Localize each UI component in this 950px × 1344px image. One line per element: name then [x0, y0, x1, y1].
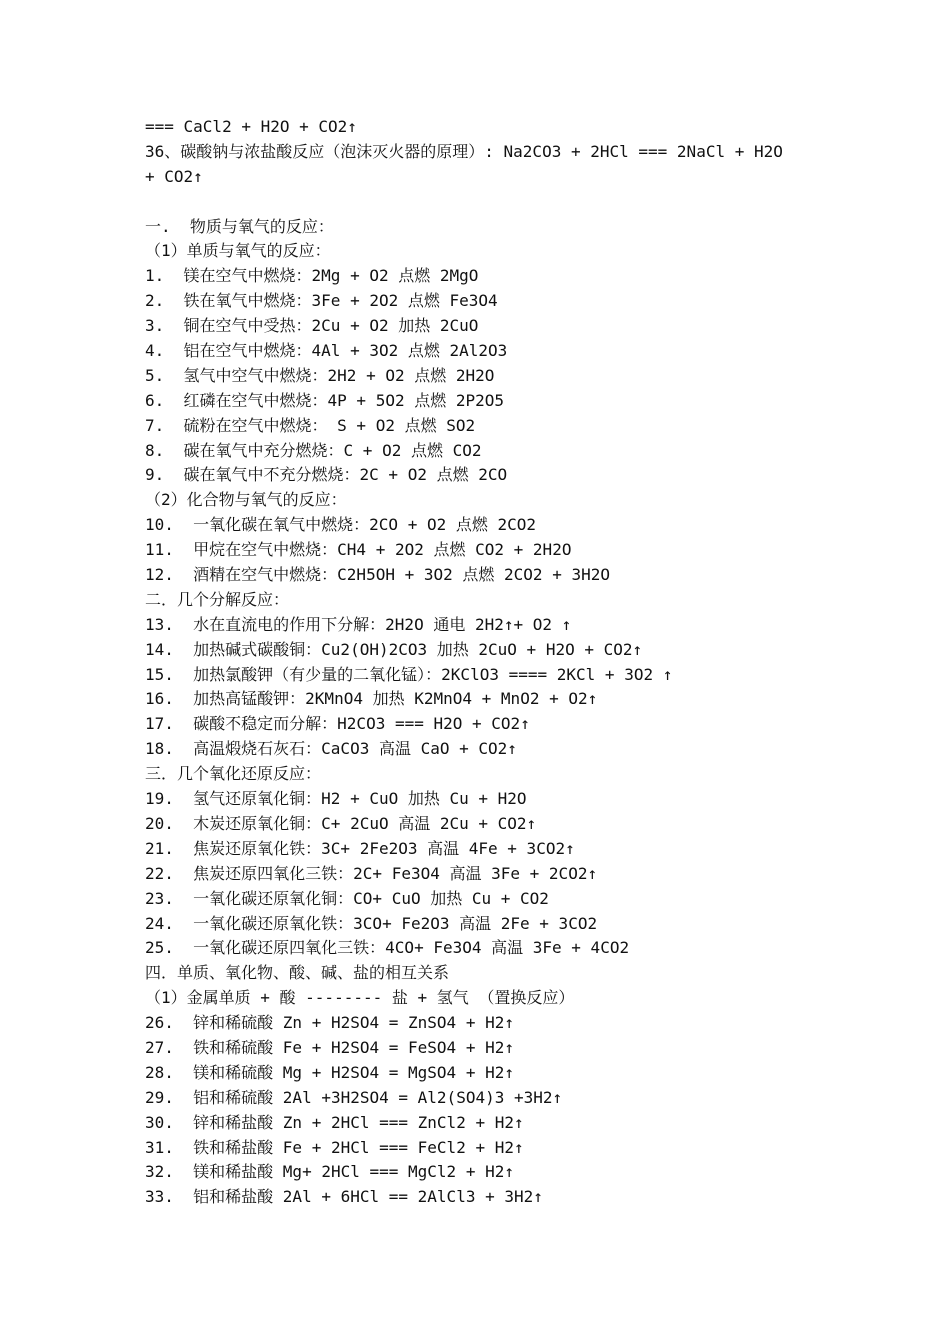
reaction-line: 5. 氢气中空气中燃烧：2H2 + O2 点燃 2H2O: [145, 365, 495, 385]
reaction-line: 33. 铝和稀盐酸 2Al + 6HCl == 2AlCl3 + 3H2↑: [145, 1187, 543, 1207]
reaction-line: 14. 加热碱式碳酸铜：Cu2(OH)2CO3 加热 2CuO + H2O + CO2↑: [145, 639, 643, 659]
reaction-line: 30. 锌和稀盐酸 Zn + 2HCl === ZnCl2 + H2↑: [145, 1112, 524, 1132]
reaction-line: 27. 铁和稀硫酸 Fe + H2SO4 = FeSO4 + H2↑: [145, 1037, 514, 1057]
reaction-line: 20. 木炭还原氧化铜：C+ 2CuO 高温 2Cu + CO2↑: [145, 813, 537, 833]
section-heading: 四．单质、氧化物、酸、碱、盐的相互关系: [145, 963, 450, 983]
text-line: + CO2↑: [145, 166, 203, 186]
reaction-line: 4. 铝在空气中燃烧：4Al + 3O2 点燃 2Al2O3: [145, 341, 508, 361]
document-body: [145, 115, 825, 1210]
subsection-heading: （2）化合物与氧气的反应：: [145, 490, 347, 510]
reaction-line: 26. 锌和稀硫酸 Zn + H2SO4 = ZnSO4 + H2↑: [145, 1013, 514, 1033]
reaction-line: 21. 焦炭还原氧化铁：3C+ 2Fe2O3 高温 4Fe + 3CO2↑: [145, 838, 575, 858]
reaction-line: 11. 甲烷在空气中燃烧：CH4 + 2O2 点燃 CO2 + 2H2O: [145, 540, 572, 560]
reaction-line: 22. 焦炭还原四氧化三铁：2C+ Fe3O4 高温 3Fe + 2CO2↑: [145, 863, 598, 883]
reaction-line: 23. 一氧化碳还原氧化铜：CO+ CuO 加热 Cu + CO2: [145, 888, 549, 908]
reaction-line: 31. 铁和稀盐酸 Fe + 2HCl === FeCl2 + H2↑: [145, 1137, 524, 1157]
blank-line: [145, 190, 825, 215]
reaction-line: 17. 碳酸不稳定而分解：H2CO3 === H2O + CO2↑: [145, 714, 530, 734]
section-heading: 二．几个分解反应：: [145, 589, 290, 609]
subsection-heading: （1）单质与氧气的反应：: [145, 241, 331, 261]
text-line: 36、碳酸钠与浓盐酸反应（泡沫灭火器的原理）: Na2CO3 + 2HCl === 2NaCl + H2O: [145, 141, 783, 161]
reaction-line: 25. 一氧化碳还原四氧化三铁：4CO+ Fe3O4 高温 3Fe + 4CO2: [145, 938, 630, 958]
reaction-line: 16. 加热高锰酸钾：2KMnO4 加热 K2MnO4 + MnO2 + O2↑: [145, 689, 598, 709]
subsection-heading: （1）金属单质 + 酸 -------- 盐 + 氢气 （置换反应）: [145, 988, 575, 1008]
reaction-line: 12. 酒精在空气中燃烧：C2H5OH + 3O2 点燃 2CO2 + 3H2O: [145, 565, 610, 585]
reaction-line: 10. 一氧化碳在氧气中燃烧：2CO + O2 点燃 2CO2: [145, 515, 537, 535]
reaction-line: 8. 碳在氧气中充分燃烧：C + O2 点燃 CO2: [145, 440, 482, 460]
reaction-line: 18. 高温煅烧石灰石：CaCO3 高温 CaO + CO2↑: [145, 739, 517, 759]
reaction-line: 15. 加热氯酸钾（有少量的二氧化锰）：2KClO3 ==== 2KCl + 3O2 ↑: [145, 664, 673, 684]
reaction-line: 2. 铁在氧气中燃烧：3Fe + 2O2 点燃 Fe3O4: [145, 291, 498, 311]
section-heading: 三．几个氧化还原反应：: [145, 764, 322, 784]
reaction-line: 29. 铝和稀硫酸 2Al +3H2SO4 = Al2(SO4)3 +3H2↑: [145, 1087, 563, 1107]
section-heading: 一. 物质与氧气的反应：: [145, 216, 334, 236]
reaction-line: 24. 一氧化碳还原氧化铁：3CO+ Fe2O3 高温 2Fe + 3CO2: [145, 913, 598, 933]
reaction-line: 6. 红磷在空气中燃烧：4P + 5O2 点燃 2P2O5: [145, 390, 505, 410]
reaction-line: 1. 镁在空气中燃烧：2Mg + O2 点燃 2MgO: [145, 266, 479, 286]
reaction-line: 9. 碳在氧气中不充分燃烧：2C + O2 点燃 2CO: [145, 465, 508, 485]
text-line: === CaCl2 + H2O + CO2↑: [145, 117, 357, 136]
reaction-line: 32. 镁和稀盐酸 Mg+ 2HCl === MgCl2 + H2↑: [145, 1162, 514, 1182]
reaction-line: 19. 氢气还原氧化铜：H2 + CuO 加热 Cu + H2O: [145, 789, 527, 809]
reaction-line: 13. 水在直流电的作用下分解：2H2O 通电 2H2↑+ O2 ↑: [145, 614, 572, 634]
reaction-line: 3. 铜在空气中受热：2Cu + O2 加热 2CuO: [145, 316, 479, 336]
reaction-line: 7. 硫粉在空气中燃烧： S + O2 点燃 SO2: [145, 415, 476, 435]
reaction-line: 28. 镁和稀硫酸 Mg + H2SO4 = MgSO4 + H2↑: [145, 1062, 514, 1082]
